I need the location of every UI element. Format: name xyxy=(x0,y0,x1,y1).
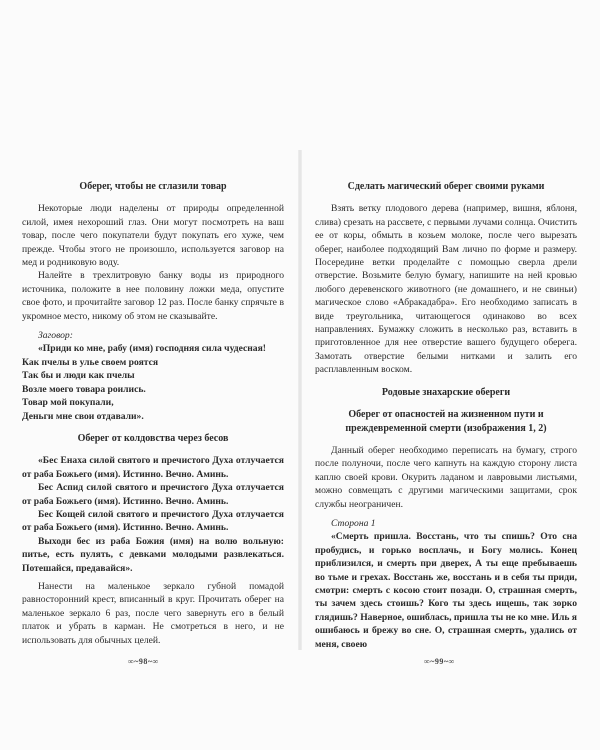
right-paragraph-2: Данный оберег необходимо переписать на бумагу, строго после полуночи, после чего капнуть на каждую сторону листа каплю своей крови. Окурить ладаном и лавровыми листьями, можно совмещать с другими магическими защитами, срок службы неограничен. xyxy=(315,444,577,510)
right-page-number: ∞~99~∞ xyxy=(424,657,455,666)
left-heading: Оберег, чтобы не сглазили товар xyxy=(79,181,227,192)
left-paragraph-1: Некоторые люди наделены от природы определенной силой, имея нехороший глаз. Они могут посмотреть на ваш товар, после чего покупатели будут покупать его хуже, чем прежде. Чтобы этого не произошло, используется заговор на мед и родниковую воду. xyxy=(22,203,284,269)
right-side-label: Сторона 1 xyxy=(331,517,376,529)
ornament-right-icon: ~∞ xyxy=(147,657,159,666)
spell-line: Возле моего товара роились. xyxy=(22,383,146,395)
right-heading: Сделать магический оберег своими руками xyxy=(347,181,545,192)
spell-paragraph: Бес Кощей силой святого и пречистого Духа отлучается от раба Божьего (имя). Истинно. Вечно. Аминь. xyxy=(22,508,284,534)
right-heading-3: Оберег от опасностей на жизненном пути и преждевременной смерти (изображения 1, 2) xyxy=(345,409,547,434)
left-spell-2 xyxy=(22,454,284,575)
right-heading-2: Родовые знахарские обереги xyxy=(381,386,511,398)
right-paragraph-1: Взять ветку плодового дерева (например, вишня, яблоня, слива) срезать на рассвете, с первыми лучами солнца. Очистить ее от коры, обмыть в козьем молоке, после чего вырезать оберег, наиболее подходящий Вам лично по форме и размеру. Посередине ветки проделайте с помощью сверла дрели отверстие. Возьмите белую бумагу, напишите на ней кровью любого деревенского животного (не домашнего, и не свиньи) магическое слово «Абракадабра». Его необходимо записать в виде треугольника, читающегося одинаково во всех направлениях. Бумажку сложить в несколько раз, вставить в приготовленное для нее отверстие вашего будущего оберега. Замотать отверстие белыми нитками и залить его расплавленным воском. xyxy=(315,203,577,376)
ornament-left-icon: ∞~ xyxy=(424,657,435,666)
spell-line: Товар мой покупали, xyxy=(22,397,114,409)
ornament-right-icon: ~∞ xyxy=(443,657,455,666)
spell-line: Так бы и люди как пчелы xyxy=(22,370,135,382)
spell-line: «Приди ко мне, рабу (имя) господняя сила чудесная! xyxy=(38,343,266,355)
spell-paragraph: Выходи бес из раба Божия (имя) на волю вольную: питье, есть пулять, с девками молодыми развлекаться. Потешайся, предавайся». xyxy=(22,535,284,574)
left-paragraph-2: Налейте в трехлитровую банку воды из природного источника, положите в нее половину ложки меда, опустите свое фото, и прочитайте заговор 12 раз. После банку спрячьте в укромное место, никому об этом не сказывайте. xyxy=(22,270,284,322)
spell-paragraph: Бес Аспид силой святого и пречистого Духа отлучается от раба Божьего (имя). Истинно. Вечно. Аминь. xyxy=(22,482,284,507)
left-spell xyxy=(22,342,284,422)
spell-line: Деньги мне свои отдавали». xyxy=(22,410,144,422)
right-page xyxy=(315,180,577,651)
book-gutter xyxy=(298,150,302,650)
right-spell xyxy=(315,530,577,651)
spell-paragraph: «Смерть пришла. Восстань, что ты спишь? Ото сна пробудись, и горько восплачь, и Богу молись. Конец приблизился, и смерть при дверех, А ты еще пребываешь во тьме и грехах. Восстань же, восстань и в себя ты приди, смотри: смерть с косою стоит позади. О, страшная смерть, ты зачем здесь стоишь? Кого ты здесь ищешь, так зорко глядишь? Наверное, ошиблась, пришла ты не ко мне. Иль я ошибаюсь и брежу во сне. О, страшная смерть, удались от меня, своею xyxy=(315,531,577,650)
spell-paragraph: «Бес Енаха силой святого и пречистого Духа отлучается от раба Божьего (имя). Истинно. Вечно. Аминь. xyxy=(22,455,284,480)
left-page xyxy=(22,180,284,647)
spell-line: Как пчелы в улье своем роятся xyxy=(22,356,159,368)
left-heading-2: Оберег от колдовства через бесов xyxy=(77,432,229,444)
left-page-number: ∞~98~∞ xyxy=(128,657,159,666)
ornament-left-icon: ∞~ xyxy=(128,657,139,666)
left-spell-label: Заговор: xyxy=(38,330,73,342)
left-paragraph-3: Нанести на маленькое зеркало губной помадой равносторонний крест, вписанный в круг. Прочитать оберег на маленькое зеркало 6 раз, после чего завернуть его в белый платок и убрать в карман. Не смотреться в него, и не использовать для обычных целей. xyxy=(22,580,284,646)
